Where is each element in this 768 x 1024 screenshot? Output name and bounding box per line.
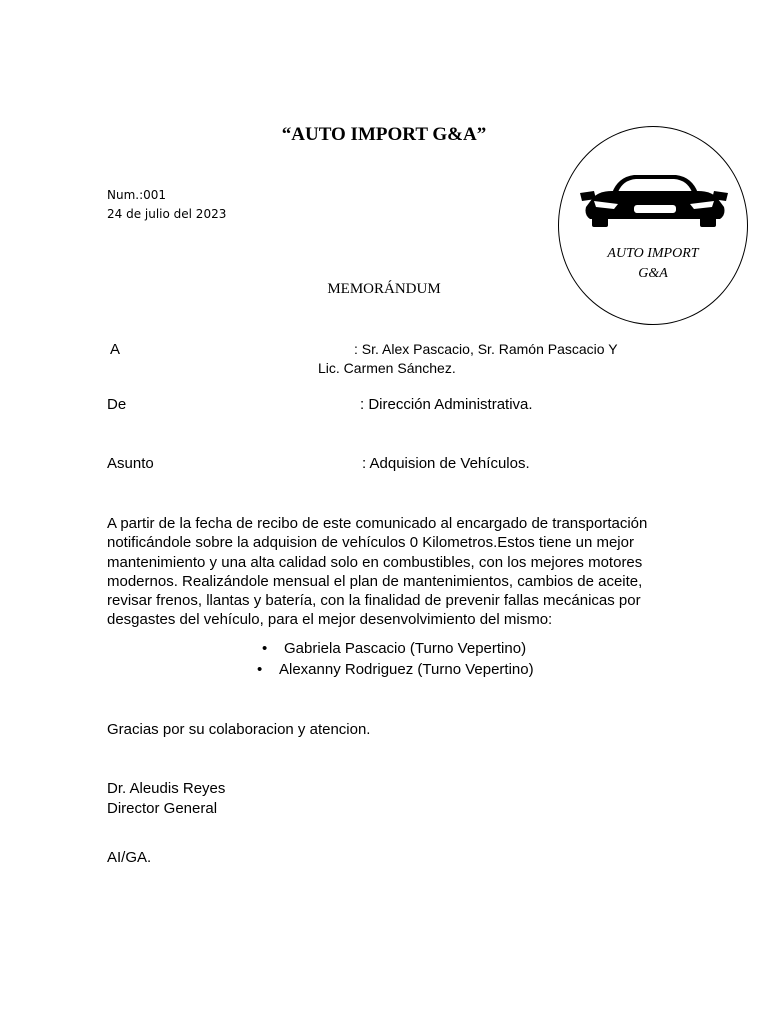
list-item	[262, 640, 526, 657]
signature-role: Director General	[107, 800, 218, 817]
bullet-icon: •	[262, 640, 268, 657]
list-item-text: Alexanny Rodriguez (Turno Vepertino)	[279, 661, 534, 678]
car-front-icon	[578, 171, 730, 227]
subject-value: : Adquision de Vehículos.	[362, 455, 530, 472]
to-value-line2: Lic. Carmen Sánchez.	[318, 360, 456, 376]
memo-number: Num.:001	[107, 188, 167, 202]
closing-text: Gracias por su colaboracion y atencion.	[107, 721, 371, 738]
from-value: : Dirección Administrativa.	[360, 396, 533, 413]
memo-heading: MEMORÁNDUM	[327, 281, 441, 297]
document-title: “AUTO IMPORT G&A”	[281, 124, 487, 145]
logo-text-line1: AUTO IMPORT	[607, 246, 699, 261]
memo-date: 24 de julio del 2023	[107, 207, 227, 221]
list-item	[257, 661, 534, 678]
from-label: De	[107, 396, 127, 413]
subject-label: Asunto	[107, 455, 154, 472]
signature-name: Dr. Aleudis Reyes	[107, 780, 226, 797]
to-value-line1: : Sr. Alex Pascacio, Sr. Ramón Pascacio Y	[354, 341, 618, 357]
bullet-icon: •	[257, 661, 263, 678]
to-label: A	[110, 341, 121, 358]
signature-initials: AI/GA.	[107, 849, 152, 866]
memo-body-paragraph: A partir de la fecha de recibo de este comunicado al encargado de transportación notificándole sobre la adquision de vehículos 0 Kilometros.Estos tiene un mejor mantenimiento y una alta calidad solo en combustibles, con los mejores motores modernos. Realizándole mensual el plan de mantenimientos, cambios de aceite, revisar frenos, llantas y batería, con la finalidad de prevenir fallas mecánicas por desgastes del vehículo, para el mejor desenvolvimiento del mismo:	[107, 515, 648, 629]
list-item-text: Gabriela Pascacio (Turno Vepertino)	[284, 640, 527, 657]
logo-text-line2: G&A	[638, 266, 668, 281]
